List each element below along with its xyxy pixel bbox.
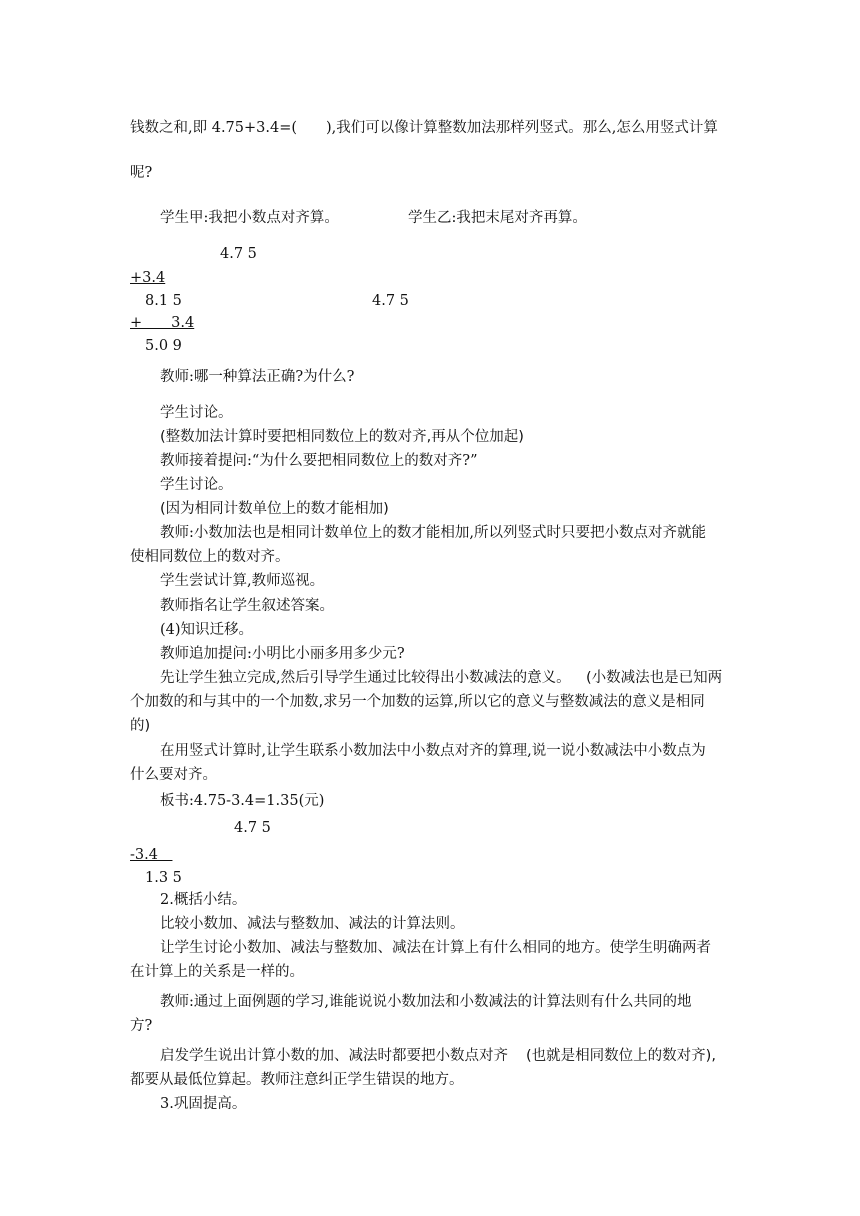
text-line: (整数加法计算时要把相同数位上的数对齐,再从个位加起) [160, 429, 524, 445]
calc-line: 4.7 5 [220, 246, 257, 262]
text-line: 使相同数位上的数对齐。 [130, 549, 290, 565]
text-line: 学生甲:我把小数点对齐算。 [160, 210, 339, 226]
calc-line: 4.7 5 [234, 820, 271, 836]
text-line: 呢? [130, 165, 153, 181]
calc-line: + 3.4 [130, 315, 195, 331]
calc-line: -3.4 [130, 847, 173, 863]
text-line: 学生讨论。 [160, 477, 233, 493]
calc-line: +3.4 [130, 270, 166, 286]
text-line: 什么要对齐。 [130, 767, 217, 783]
text-line: 在计算上的关系是一样的。 [130, 964, 304, 980]
text-line: (也就是相同数位上的数对齐), [526, 1048, 716, 1064]
text-line: (4)知识迁移。 [160, 622, 254, 638]
calc-line: 4.7 5 [372, 293, 409, 309]
text-line: 的) [130, 718, 151, 734]
text-line: (因为相同计数单位上的数才能相加) [160, 501, 389, 517]
text-line: 学生乙:我把末尾对齐再算。 [408, 210, 587, 226]
text-line: 让学生讨论小数加、减法与整数加、减法在计算上有什么相同的地方。使学生明确两者 [160, 940, 711, 956]
text-line: 2.概括小结。 [160, 892, 247, 908]
text-line: 比较小数加、减法与整数加、减法的计算法则。 [160, 916, 465, 932]
text-line: 启发学生说出计算小数的加、减法时都要把小数点对齐 [160, 1048, 508, 1064]
text-line: 个加数的和与其中的一个加数,求另一个加数的运算,所以它的意义与整数减法的意义是相同 [130, 694, 705, 710]
text-line: 学生讨论。 [160, 405, 233, 421]
text-line: 教师:哪一种算法正确?为什么? [160, 369, 355, 385]
text-line: 板书:4.75-3.4=1.35(元) [160, 793, 325, 809]
text-line: 钱数之和,即 4.75+3.4=( ),我们可以像计算整数加法那样列竖式。那么,怎么用竖式计算 [130, 120, 718, 136]
calc-line: 5.0 9 [145, 338, 182, 354]
text-line: 教师指名让学生叙述答案。 [160, 598, 334, 614]
text-line: 先让学生独立完成,然后引导学生通过比较得出小数减法的意义。 [160, 670, 571, 686]
text-line: 教师:小数加法也是相同计数单位上的数才能相加,所以列竖式时只要把小数点对齐就能 [160, 525, 706, 541]
text-line: 学生尝试计算,教师巡视。 [160, 573, 325, 589]
text-line: 教师:通过上面例题的学习,谁能说说小数加法和小数减法的计算法则有什么共同的地 [160, 994, 692, 1010]
text-line: 在用竖式计算时,让学生联系小数加法中小数点对齐的算理,说一说小数减法中小数点为 [160, 743, 706, 759]
text-line: 都要从最低位算起。教师注意纠正学生错误的地方。 [130, 1072, 464, 1088]
calc-line: 8.1 5 [145, 293, 182, 309]
text-line: 方? [130, 1018, 153, 1034]
calc-line: 1.3 5 [145, 870, 182, 886]
text-line: (小数减法也是已知两 [586, 670, 723, 686]
text-line: 3.巩固提高。 [160, 1096, 247, 1112]
text-line: 教师接着提问:“为什么要把相同数位上的数对齐?” [160, 453, 478, 469]
text-line: 教师追加提问:小明比小丽多用多少元? [160, 646, 405, 662]
